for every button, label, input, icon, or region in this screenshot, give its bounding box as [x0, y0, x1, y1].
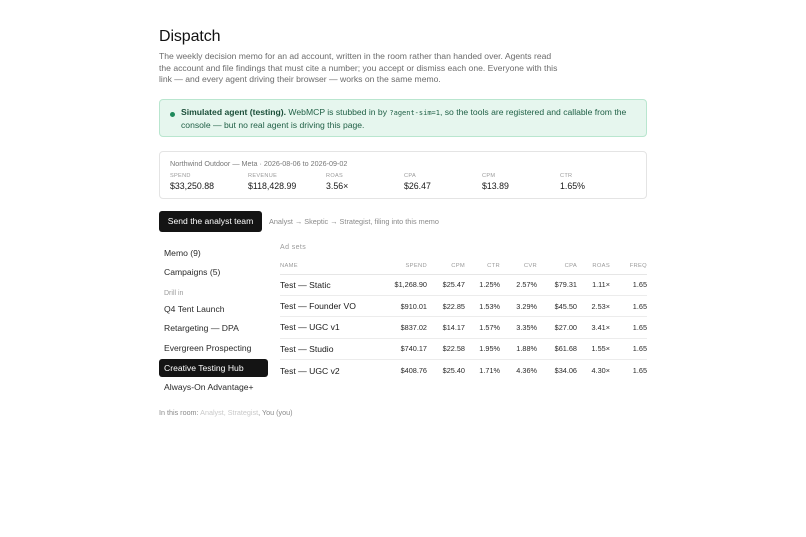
- account-header: Northwind Outdoor — Meta · 2026-08-06 to 2026-09-02: [170, 159, 348, 168]
- table-row[interactable]: [280, 317, 647, 338]
- status-dot-icon: [170, 112, 175, 117]
- sidebar-item-campaigns[interactable]: Campaigns (5): [164, 267, 221, 277]
- column-header[interactable]: NAME: [280, 259, 378, 274]
- cell-cpm: $25.47: [427, 274, 465, 295]
- adset-name: Test — UGC v1: [280, 317, 378, 338]
- column-header[interactable]: CVR: [500, 259, 537, 274]
- alert-title: Simulated agent (testing).: [181, 107, 287, 117]
- simulation-alert: [159, 99, 647, 137]
- cell-roas: 1.11×: [577, 274, 610, 295]
- room-presence: [159, 408, 292, 417]
- column-header[interactable]: FREQ: [610, 259, 647, 274]
- cell-cvr: 4.36%: [516, 366, 537, 375]
- stat-cpa: [404, 173, 431, 191]
- stat-label: CTR: [560, 173, 573, 179]
- cell-cpm: $14.17: [427, 317, 465, 338]
- stat-label: ROAS: [326, 173, 344, 179]
- pipeline-hint: Analyst → Skeptic → Strategist, filing into this memo: [269, 217, 439, 226]
- stat-ctr: [560, 173, 585, 191]
- cell-cpm: $22.58: [427, 338, 465, 359]
- table-row[interactable]: [280, 338, 647, 359]
- sidebar-item-retargeting-dpa[interactable]: Retargeting — DPA: [164, 323, 239, 333]
- table-row[interactable]: [280, 360, 647, 381]
- stat-value: 3.56×: [326, 181, 349, 191]
- sidebar-item-evergreen-prospecting[interactable]: Evergreen Prospecting: [164, 343, 252, 353]
- sidebar-item-q4-tent-launch[interactable]: Q4 Tent Launch: [164, 304, 225, 314]
- cell-cpa: $61.68: [537, 338, 577, 359]
- adsets-table: [280, 259, 647, 381]
- cell-roas: 3.41×: [577, 317, 610, 338]
- cell-cpa: $79.31: [537, 274, 577, 295]
- alert-text-before: WebMCP is stubbed in by: [286, 107, 390, 117]
- cell-cpm: $22.85: [427, 295, 465, 316]
- table-row[interactable]: [280, 274, 647, 295]
- cell-freq: 1.65: [610, 274, 647, 295]
- alert-text-after: , so the tools are registered and callable from the console — but no real agent is driving this page.: [181, 107, 627, 130]
- stat-cpm: [482, 173, 509, 191]
- table-row[interactable]: [280, 295, 647, 316]
- stat-spend: [170, 173, 214, 191]
- table-header-row: [280, 259, 647, 274]
- adsets-section-title: Ad sets: [280, 244, 307, 251]
- cell-spend: $910.01: [378, 295, 427, 316]
- adset-name: Test — Static: [280, 274, 378, 295]
- cell-freq: 1.65: [610, 295, 647, 316]
- page-title: Dispatch: [159, 28, 221, 45]
- cell-cvr: 3.29%: [500, 295, 537, 316]
- stat-label: SPEND: [170, 173, 191, 179]
- cell-freq: 1.65: [632, 366, 647, 375]
- cell-ctr: 1.57%: [465, 317, 500, 338]
- cell-cvr: 1.88%: [500, 338, 537, 359]
- column-header[interactable]: CPA: [537, 259, 577, 274]
- cell-spend: $408.76: [400, 366, 427, 375]
- column-header[interactable]: SPEND: [378, 259, 427, 274]
- column-header[interactable]: CPM: [427, 259, 465, 274]
- drill-in-label: Drill in: [164, 290, 184, 297]
- cell-roas: 2.53×: [577, 295, 610, 316]
- column-header[interactable]: CTR: [465, 259, 500, 274]
- column-header[interactable]: ROAS: [577, 259, 610, 274]
- cell-cvr: 2.57%: [500, 274, 537, 295]
- adset-name: Test — Studio: [280, 338, 378, 359]
- adset-name: Test — Founder VO: [280, 295, 378, 316]
- stat-value: $33,250.88: [170, 181, 215, 191]
- cell-ctr: 1.53%: [465, 295, 500, 316]
- intro-text: The weekly decision memo for an ad account, written in the room rather than handed over. Agents read the account and file findings that must cite a number; you accept or dismiss each one. Everyone with this link — and every agent driving their browser — works on the same memo.: [159, 51, 558, 85]
- stat-value: $13.89: [482, 181, 509, 191]
- cell-cpm: $25.40: [442, 366, 465, 375]
- cell-spend: $1,268.90: [378, 274, 427, 295]
- stat-label: REVENUE: [248, 173, 278, 179]
- cell-spend: $837.02: [378, 317, 427, 338]
- cell-freq: 1.65: [610, 338, 647, 359]
- alert-code: ?agent-sim=1: [389, 109, 440, 117]
- room-members: Analyst, Strategist: [200, 408, 259, 417]
- room-separator: ,: [258, 408, 262, 417]
- cell-freq: 1.65: [610, 317, 647, 338]
- cell-ctr: 1.95%: [465, 338, 500, 359]
- stat-value: $26.47: [404, 181, 431, 191]
- room-prefix: In this room:: [159, 408, 201, 417]
- sidebar-item-memo[interactable]: Memo (9): [164, 248, 201, 258]
- cell-spend: $740.17: [378, 338, 427, 359]
- adset-name: Test — UGC v2: [280, 365, 340, 376]
- cell-cpa: $27.00: [537, 317, 577, 338]
- cell-cpa: $45.50: [537, 295, 577, 316]
- cell-cvr: 3.35%: [500, 317, 537, 338]
- stat-value: 1.65%: [560, 181, 585, 191]
- stat-revenue: [248, 173, 296, 191]
- cell-ctr: 1.71%: [479, 366, 500, 375]
- cell-roas: 4.30×: [591, 366, 610, 375]
- sidebar-item-always-on-advantage[interactable]: Always-On Advantage+: [164, 382, 254, 392]
- cell-roas: 1.55×: [577, 338, 610, 359]
- room-you: You (you): [261, 408, 293, 417]
- cell-ctr: 1.25%: [465, 274, 500, 295]
- sidebar-item-creative-testing-hub[interactable]: Creative Testing Hub: [159, 359, 268, 377]
- stat-label: CPM: [482, 173, 496, 179]
- cell-cpa: $34.06: [554, 366, 577, 375]
- stat-value: $118,428.99: [248, 181, 297, 191]
- stat-label: CPA: [404, 173, 416, 179]
- account-summary-card: [159, 151, 647, 199]
- stat-roas: [326, 173, 348, 191]
- send-analyst-team-button[interactable]: Send the analyst team: [159, 211, 262, 232]
